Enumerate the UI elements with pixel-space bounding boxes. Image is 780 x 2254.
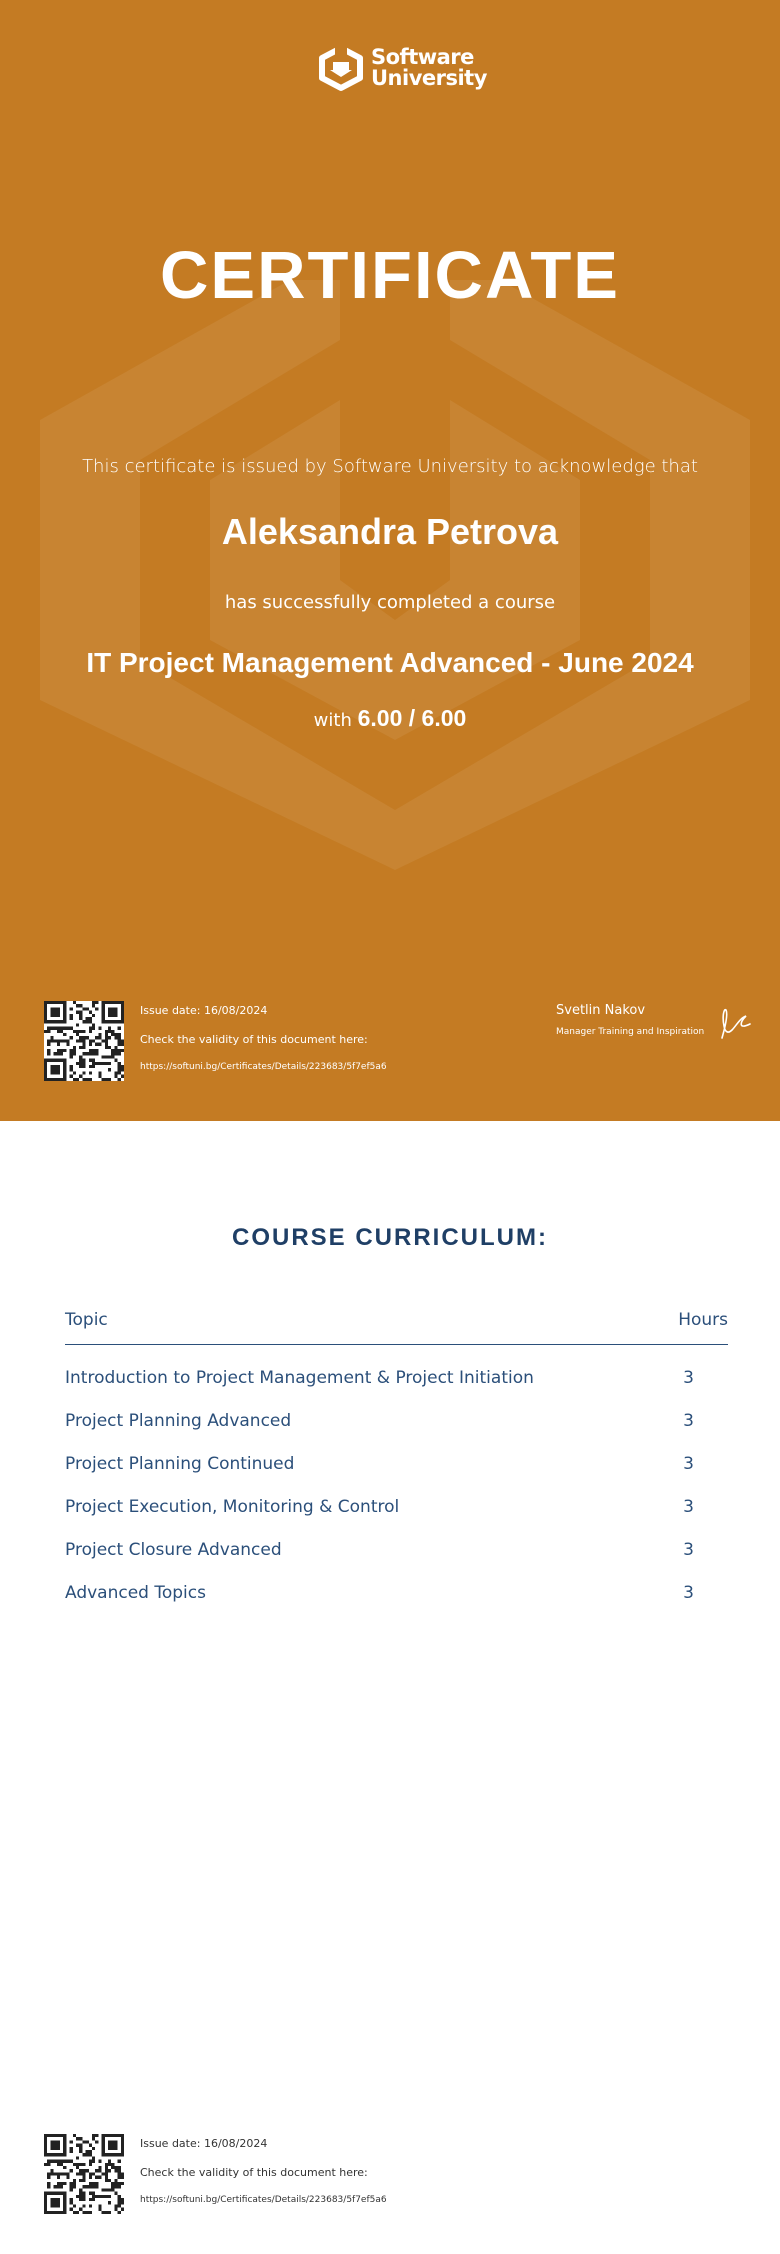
row-topic: Project Planning Continued xyxy=(65,1454,295,1474)
qr-code-icon[interactable] xyxy=(44,2134,124,2214)
softuni-logo-text xyxy=(371,47,487,89)
row-hours: 3 xyxy=(683,1540,694,1560)
table-row xyxy=(65,1583,728,1609)
signatory-role: Manager Training and Inspiration xyxy=(556,1027,705,1037)
row-topic: Advanced Topics xyxy=(65,1583,206,1603)
validity-text: Check the validity of this document here: xyxy=(140,1033,368,1046)
issue-date: Issue date: 16/08/2024 xyxy=(140,2137,268,2150)
softuni-logo xyxy=(316,44,487,92)
row-topic: Project Closure Advanced xyxy=(65,1540,282,1560)
table-row xyxy=(65,1411,728,1437)
validity-link[interactable]: https://softuni.bg/Certificates/Details/223683/5f7ef5a6 xyxy=(140,1062,387,1072)
row-topic: Introduction to Project Management & Project Initiation xyxy=(65,1368,534,1388)
brand-line-2: University xyxy=(371,66,487,90)
table-row xyxy=(65,1540,728,1566)
brand-line-1: Software xyxy=(371,45,474,69)
qr-code-icon[interactable] xyxy=(44,1001,124,1081)
row-topic: Project Execution, Monitoring & Control xyxy=(65,1497,400,1517)
signature-icon xyxy=(716,1004,756,1044)
row-topic: Project Planning Advanced xyxy=(65,1411,292,1431)
column-header-hours: Hours xyxy=(678,1310,728,1330)
header-divider xyxy=(65,1344,728,1345)
table-row xyxy=(65,1454,728,1480)
row-hours: 3 xyxy=(683,1497,694,1517)
row-hours: 3 xyxy=(683,1368,694,1388)
course-name: IT Project Management Advanced - June 2024 xyxy=(86,647,694,678)
grade-line xyxy=(0,705,780,732)
recipient-name: Aleksandra Petrova xyxy=(221,511,559,552)
row-hours: 3 xyxy=(683,1454,694,1474)
softuni-logo-icon xyxy=(316,44,366,92)
acknowledgement-text: This certificate is issued by Software University to acknowledge that xyxy=(82,456,698,477)
validity-link[interactable]: https://softuni.bg/Certificates/Details/223683/5f7ef5a6 xyxy=(140,2195,387,2205)
softuni-watermark-icon xyxy=(40,280,750,870)
grade-prefix: with xyxy=(313,710,352,731)
issue-date: Issue date: 16/08/2024 xyxy=(140,1004,268,1017)
grade-value: 6.00 / 6.00 xyxy=(357,705,467,731)
certificate-panel xyxy=(0,0,780,1121)
curriculum-title: COURSE CURRICULUM: xyxy=(232,1224,548,1251)
table-row xyxy=(65,1368,728,1394)
certificate-title: CERTIFICATE xyxy=(160,238,620,313)
column-header-topic: Topic xyxy=(65,1310,108,1330)
completed-text: has successfully completed a course xyxy=(224,592,556,613)
table-row xyxy=(65,1497,728,1523)
row-hours: 3 xyxy=(683,1583,694,1603)
validity-text: Check the validity of this document here: xyxy=(140,2166,368,2179)
signatory-name: Svetlin Nakov xyxy=(556,1003,646,1018)
row-hours: 3 xyxy=(683,1411,694,1431)
